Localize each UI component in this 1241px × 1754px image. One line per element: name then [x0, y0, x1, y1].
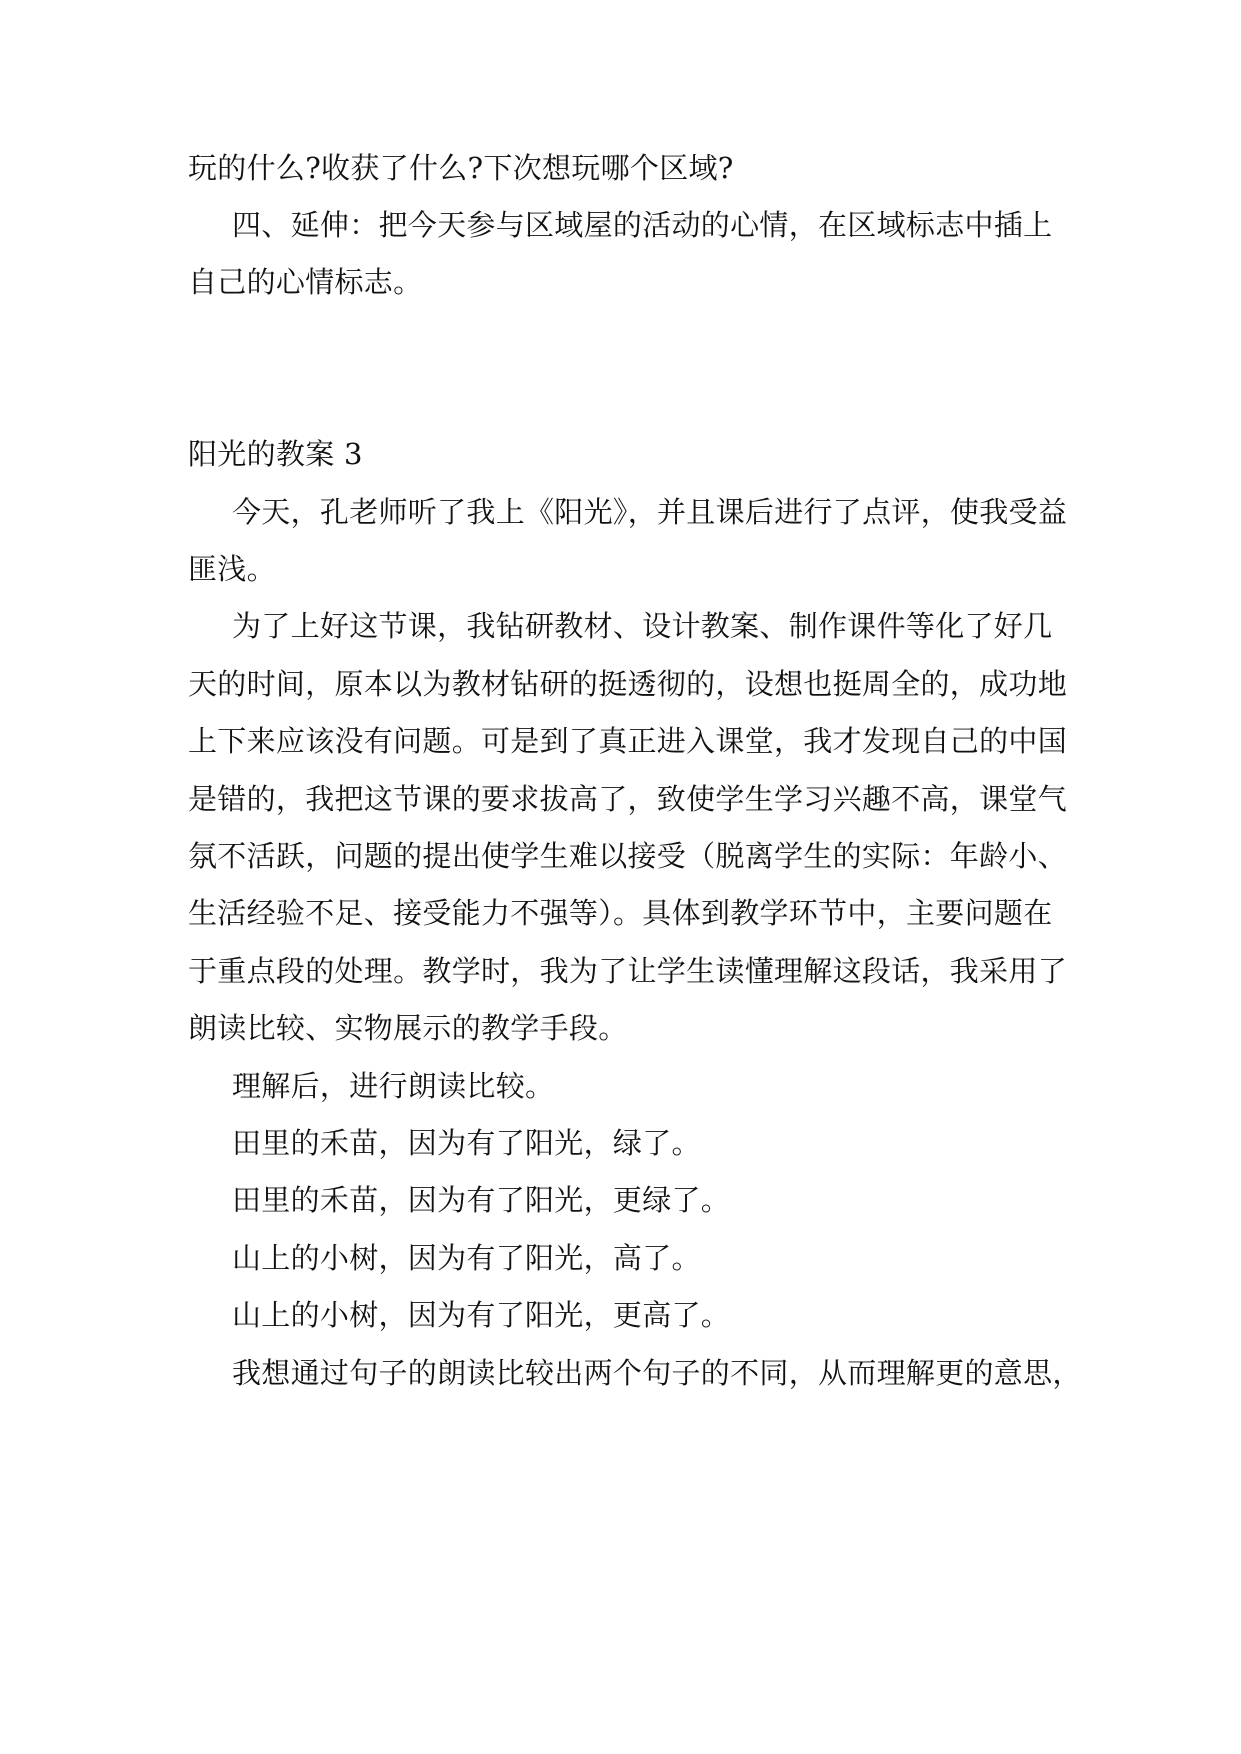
paragraph-line: 氛不活跃，问题的提出使学生难以接受（脱离学生的实际：年龄小、	[188, 839, 1068, 873]
paragraph-line: 匪浅。	[188, 552, 276, 586]
paragraph-line: 山上的小树，因为有了阳光，高了。	[232, 1241, 701, 1275]
section-title: 阳光的教案 3	[188, 437, 363, 471]
paragraph-line: 朗读比较、实物展示的教学手段。	[188, 1011, 628, 1045]
paragraph-line: 理解后，进行朗读比较。	[232, 1069, 555, 1103]
paragraph-line: 天的时间，原本以为教材钻研的挺透彻的，设想也挺周全的，成功地	[188, 667, 1068, 701]
paragraph-line: 生活经验不足、接受能力不强等）。具体到教学环节中，主要问题在	[188, 896, 1053, 930]
paragraph-line: 我想通过句子的朗读比较出两个句子的不同，从而理解更的意思，	[232, 1356, 1082, 1390]
paragraph-line: 上下来应该没有问题。可是到了真正进入课堂，我才发现自己的中国	[188, 724, 1068, 758]
paragraph-line: 四、延伸：把今天参与区域屋的活动的心情，在区域标志中插上	[232, 208, 1053, 242]
paragraph-line: 今天，孔老师听了我上《阳光》，并且课后进行了点评，使我受益	[232, 495, 1068, 529]
paragraph-line: 为了上好这节课，我钻研教材、设计教案、制作课件等化了好几	[232, 609, 1053, 643]
paragraph-line: 田里的禾苗，因为有了阳光，更绿了。	[232, 1183, 731, 1217]
paragraph-line: 田里的禾苗，因为有了阳光，绿了。	[232, 1126, 701, 1160]
paragraph-line: 玩的什么?收获了什么?下次想玩哪个区域?	[188, 151, 734, 185]
paragraph-line: 山上的小树，因为有了阳光，更高了。	[232, 1298, 731, 1332]
paragraph-line: 是错的，我把这节课的要求拔高了，致使学生学习兴趣不高，课堂气	[188, 782, 1068, 816]
paragraph-line: 于重点段的处理。教学时，我为了让学生读懂理解这段话，我采用了	[188, 954, 1068, 988]
paragraph-line: 自己的心情标志。	[188, 265, 423, 299]
